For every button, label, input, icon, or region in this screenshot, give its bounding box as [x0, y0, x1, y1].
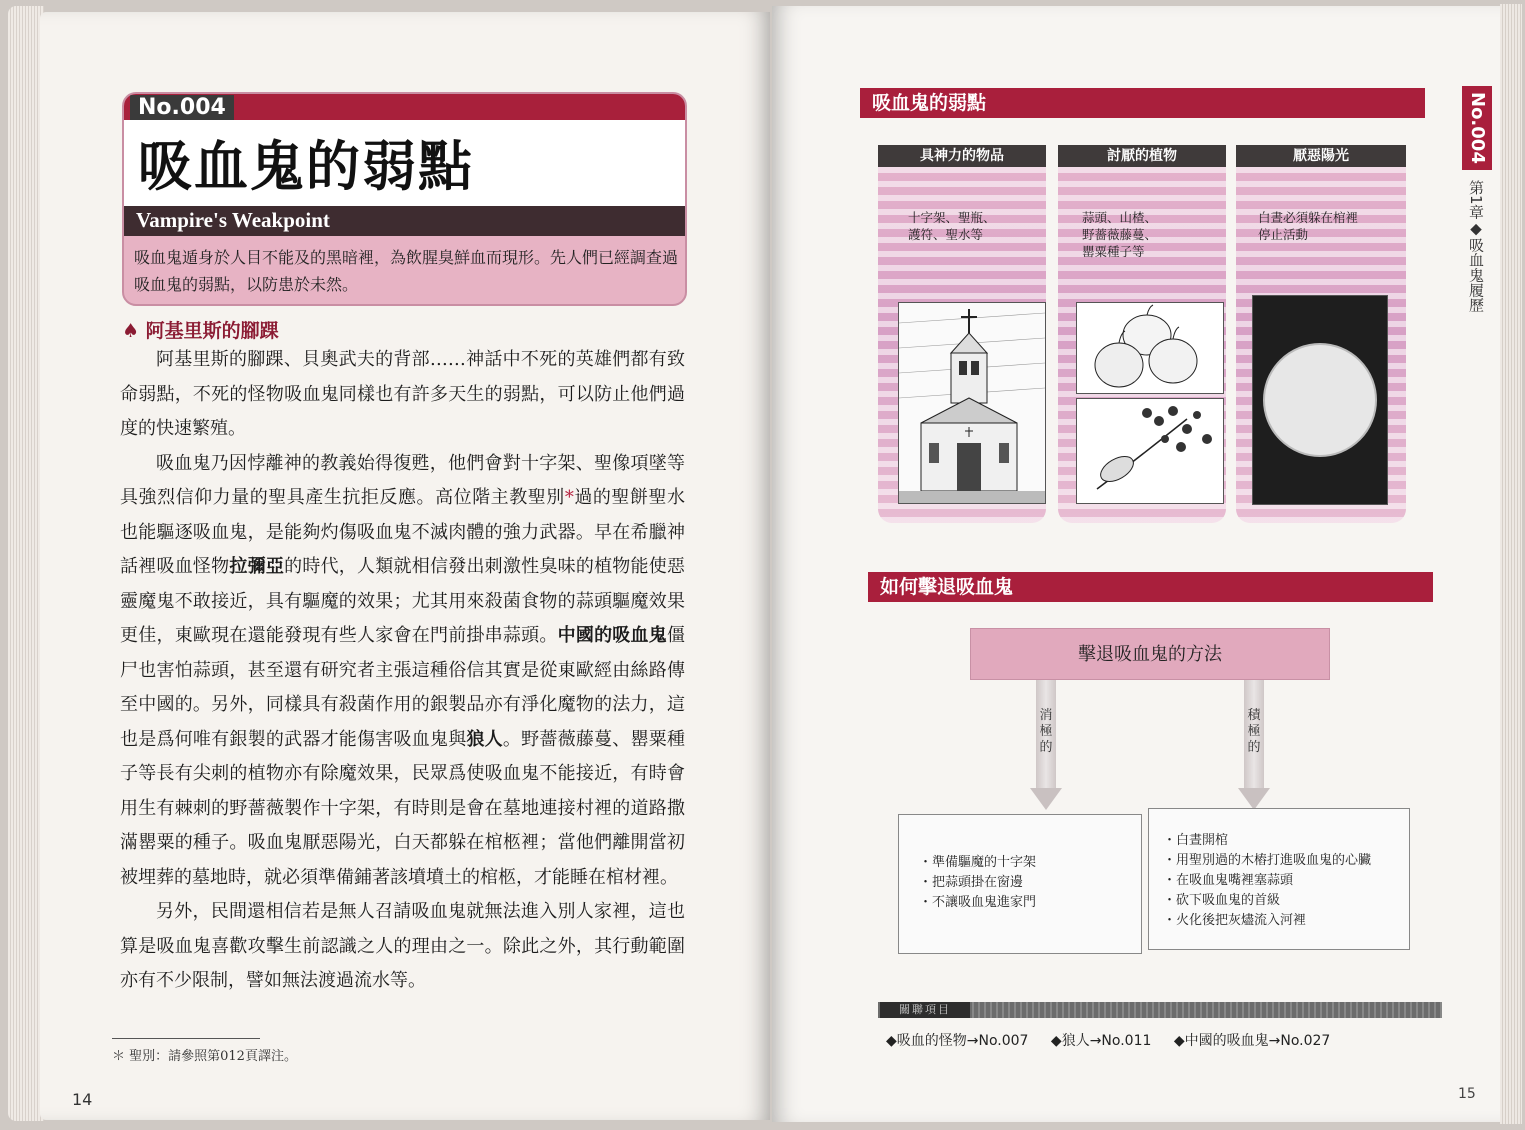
left-page-edge [8, 6, 44, 1121]
sun-icon [1253, 296, 1387, 504]
footnote: ＊ 聖別：請參照第012頁譯注。 [112, 1049, 297, 1064]
term-lamia: 拉彌亞 [229, 556, 285, 577]
hawthorn-illustration [1076, 398, 1224, 504]
weakness-item: 十字架、聖瓶、 [908, 210, 996, 225]
paragraph-2-part-c: 的時代，人類就相信發出刺激性臭味的植物能使惡靈魔鬼不敢接近，具有驅魔的效果；尤其用來殺菌食物的蒜頭驅魔效果更佳，東歐現在還能發現有些人家會在門前掛串蒜頭。 [120, 556, 686, 646]
related-tag: 關聯項目 [880, 1002, 970, 1018]
weakness-column-items [908, 209, 996, 243]
weakness-item: 護符、聖水等 [908, 227, 984, 242]
repel-section-title: 如何擊退吸血鬼 [868, 572, 1433, 602]
entry-subtitle: Vampire's Weakpoint [136, 208, 330, 232]
weakness-column-heading: 具神力的物品 [878, 145, 1046, 167]
active-methods-box [1148, 808, 1410, 950]
term-werewolf: 狼人 [466, 728, 503, 750]
active-method-item: ・在吸血鬼嘴裡塞蒜頭 [1163, 873, 1294, 888]
right-page-edge [1500, 4, 1522, 1124]
footnote-marker: * [564, 487, 574, 508]
garlic-illustration [1076, 302, 1224, 394]
related-item[interactable]: ◆吸血的怪物→No.007 [886, 1033, 1029, 1049]
passive-label: 消 極 的 [1039, 708, 1053, 755]
page-number-left: 14 [72, 1090, 93, 1109]
weakness-item: 罌粟種子等 [1082, 244, 1145, 259]
weakness-column-heading: 討厭的植物 [1058, 145, 1226, 167]
weakness-item: 蒜頭、山楂、 [1082, 210, 1158, 225]
side-chapter-label: 第1章◆吸血鬼履歷 [1467, 180, 1485, 313]
active-method-item: ・砍下吸血鬼的首級 [1163, 893, 1281, 908]
passive-methods-box [898, 814, 1142, 954]
paragraph-1: 阿基里斯的腳踝、貝奧武夫的背部……神話中不死的英雄們都有致命弱點，不死的怪物吸血鬼同樣也有許多天生的弱點，可以防止他們過度的快速繁殖。 [120, 349, 685, 439]
active-method-item: ・火化後把灰燼流入河裡 [1163, 913, 1307, 928]
page-number-right: 15 [1458, 1086, 1476, 1102]
weakness-item: 白晝必須躲在棺裡 [1258, 210, 1359, 225]
weakness-column-heading: 厭惡陽光 [1236, 145, 1406, 167]
passive-method-item: ・準備驅魔的十字架 [919, 855, 1037, 870]
berry-branch-icon [1077, 399, 1223, 503]
entry-summary: 吸血鬼遁身於人目不能及的黑暗裡，為飲腥臭鮮血而現形。先人們已經調查過吸血鬼的弱點，以防患於未然。 [134, 248, 679, 294]
paragraph-2-part-d: 僵尸也害怕蒜頭，甚至還有研究者主張這種俗信其實是從東歐經由絲路傳至中國的。另外，同樣具有殺菌作用的銀製品亦有淨化魔物的法力，這也是爲何唯有銀製的武器才能傷害吸血鬼與 [120, 625, 686, 750]
active-label: 積 極 的 [1247, 708, 1261, 755]
related-item[interactable]: ◆中國的吸血鬼→No.027 [1173, 1033, 1331, 1049]
passive-method-item: ・不讓吸血鬼進家門 [919, 895, 1037, 910]
weakness-column-items [1082, 209, 1157, 260]
paragraph-2-part-a: 吸血鬼乃因悖離神的教義始得復甦，他們會對十字架、聖像項墜等具強烈信仰力量的聖具產生抗拒反應。高位階主教聖別 [120, 452, 685, 508]
footnote-rule [112, 1038, 260, 1039]
church-icon [899, 303, 1045, 503]
paragraph-2-part-e: 。野薔薇藤蔓、罌粟種子等長有尖刺的植物亦有除魔效果，民眾爲使吸血鬼不能接近，有時會用生有棘刺的野薔薇製作十字架，有時則是會在墓地連接村裡的道路撒滿罌粟的種子。吸血鬼厭惡陽光，白天都躲在棺柩裡；當他們離開當初被埋葬的墓地時，就必須準備鋪著該墳墳土的棺柩，才能睡在棺材裡。 [120, 728, 686, 888]
active-method-item: ・白晝開棺 [1163, 833, 1229, 848]
term-chinese-vampire: 中國的吸血鬼 [557, 625, 668, 646]
paragraph-2 [120, 447, 685, 896]
weakness-item: 停止活動 [1258, 227, 1309, 242]
side-tab-entry-number: No.004 [1462, 86, 1492, 170]
passive-method-item: ・把蒜頭掛在窗邊 [919, 875, 1024, 890]
church-illustration [898, 302, 1046, 504]
entry-title: 吸血鬼的弱點 [138, 134, 474, 198]
weakness-column-items [1258, 209, 1358, 243]
active-arrow-head [1238, 788, 1270, 810]
sun-illustration [1252, 295, 1388, 505]
garlic-icon [1077, 303, 1223, 393]
related-list [886, 1030, 1348, 1050]
paragraph-3: 另外，民間還相信若是無人召請吸血鬼就無法進入別人家裡，這也算是吸血鬼喜歡攻擊生前認識之人的理由之一。除此之外，其行動範圍亦有不少限制，譬如無法渡過流水等。 [120, 901, 685, 991]
weakness-section-title: 吸血鬼的弱點 [860, 88, 1425, 118]
passive-arrow-head [1030, 788, 1062, 810]
entry-header [122, 92, 687, 306]
entry-number: No.004 [130, 95, 234, 121]
method-title-box: 擊退吸血鬼的方法 [970, 628, 1330, 680]
body-text [120, 343, 685, 999]
weakness-item: 野薔薇藤蔓、 [1082, 227, 1158, 242]
paragraph-2-part-b: 過的聖餅聖水也能驅逐吸血鬼，是能夠灼傷吸血鬼不滅肉體的強力武器。早在希臘神話裡吸血怪物 [120, 487, 686, 577]
active-method-item: ・用聖別過的木樁打進吸血鬼的心臟 [1163, 853, 1372, 868]
section-heading: ♠ 阿基里斯的腳踝 [122, 320, 279, 342]
related-item[interactable]: ◆狼人→No.011 [1050, 1033, 1152, 1049]
